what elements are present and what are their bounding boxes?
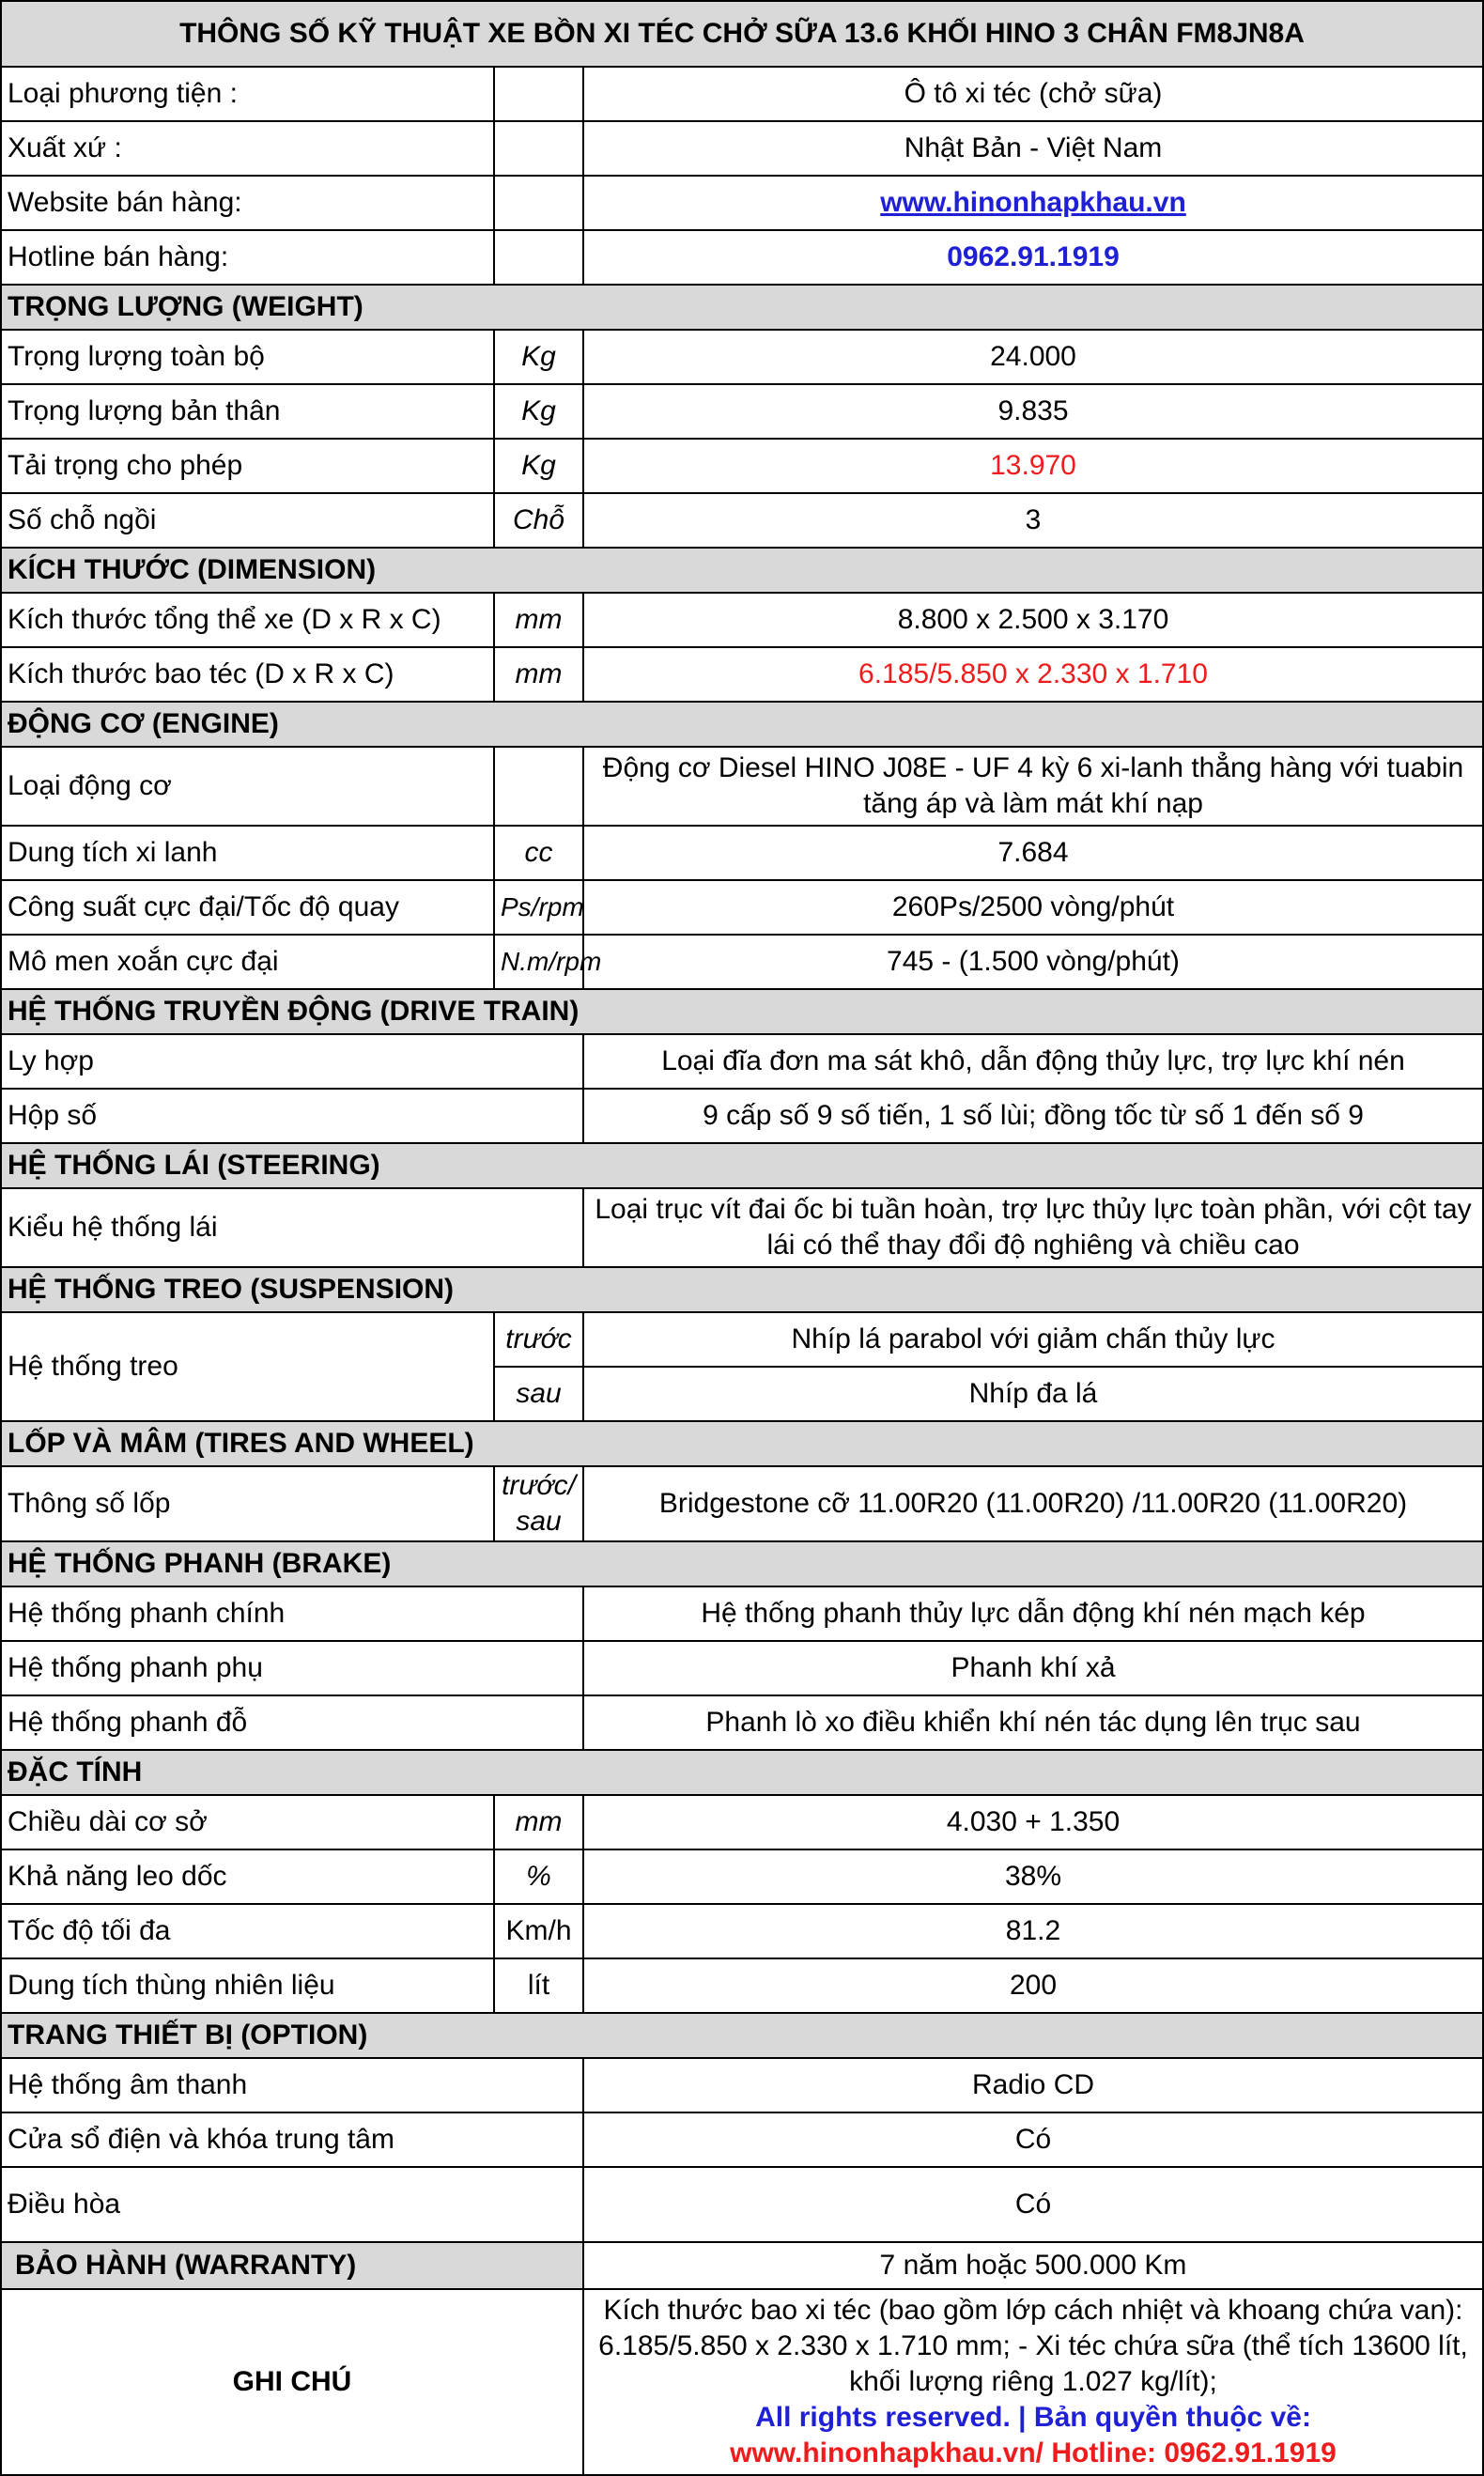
row-value: Phanh khí xả: [583, 1641, 1483, 1695]
note-text: Kích thước bao xi téc (bao gồm lớp cách nhiệt và khoang chứa van): 6.185/5.850 x 2.330 x 1.710 mm; - Xi téc chứa sữa (thể tích 13600 lít, khối lượng riêng 1.027 kg/lít);: [598, 2295, 1468, 2397]
note-footer: www.hinonhapkhau.vn/ Hotline: 0962.91.1919: [730, 2437, 1337, 2468]
row-label: Kích thước bao téc (D x R x C): [1, 647, 494, 702]
row-label: Dung tích thùng nhiên liệu: [1, 1958, 494, 2013]
row-value: 200: [583, 1958, 1483, 2013]
table-row: [1, 1312, 1483, 1367]
row-label: Tốc độ tối đa: [1, 1904, 494, 1958]
table-row: [1, 647, 1483, 702]
row-value: Loại trục vít đai ốc bi tuần hoàn, trợ lực thủy lực toàn phần, với cột tay lái có thể thay đổi độ nghiêng và chiều cao: [583, 1188, 1483, 1267]
warranty-value: 7 năm hoặc 500.000 Km: [583, 2242, 1483, 2289]
row-unit: cc: [494, 826, 583, 880]
table-row: [1, 2112, 1483, 2167]
row-unit: [494, 747, 583, 826]
row-value: Phanh lò xo điều khiển khí nén tác dụng lên trục sau: [583, 1695, 1483, 1750]
row-label: Công suất cực đại/Tốc độ quay: [1, 880, 494, 935]
section-title-brake: HỆ THỐNG PHANH (BRAKE): [1, 1541, 1483, 1586]
table-row: [1, 121, 1483, 176]
row-label: Hệ thống âm thanh: [1, 2058, 583, 2112]
table-row: [1, 1188, 1483, 1267]
table-row: [1, 67, 1483, 121]
row-unit: Kg: [494, 330, 583, 384]
section-title-drivetrain: HỆ THỐNG TRUYỀN ĐỘNG (DRIVE TRAIN): [1, 989, 1483, 1034]
row-unit: Kg: [494, 384, 583, 439]
row-label: Hotline bán hàng:: [1, 230, 494, 285]
section-title-tires: LỐP VÀ MÂM (TIRES AND WHEEL): [1, 1421, 1483, 1466]
row-value: Nhíp lá parabol với giảm chấn thủy lực: [583, 1312, 1483, 1367]
warranty-row: [1, 2242, 1483, 2289]
note-cell: [583, 2289, 1483, 2475]
note-rights: All rights reserved. | Bản quyền thuộc về:: [755, 2402, 1311, 2433]
table-row: [1, 935, 1483, 989]
row-value: 9 cấp số 9 số tiến, 1 số lùi; đồng tốc từ số 1 đến số 9: [583, 1089, 1483, 1143]
row-unit: mm: [494, 647, 583, 702]
table-row: [1, 2058, 1483, 2112]
table-row: [1, 1958, 1483, 2013]
section-header: [1, 1143, 1483, 1188]
row-value: 38%: [583, 1849, 1483, 1904]
section-title-options: TRANG THIẾT BỊ (OPTION): [1, 2013, 1483, 2058]
table-row: [1, 1695, 1483, 1750]
row-unit: trước/sau: [494, 1466, 583, 1541]
row-label: Hệ thống phanh đỗ: [1, 1695, 583, 1750]
row-label: Kiểu hệ thống lái: [1, 1188, 583, 1267]
row-unit: lít: [494, 1958, 583, 2013]
row-label: Hệ thống treo: [1, 1312, 494, 1421]
row-unit: [494, 121, 583, 176]
section-title-steering: HỆ THỐNG LÁI (STEERING): [1, 1143, 1483, 1188]
row-value: 9.835: [583, 384, 1483, 439]
table-row: [1, 1586, 1483, 1641]
row-label: Ly hợp: [1, 1034, 583, 1089]
note-row: [1, 2289, 1483, 2475]
row-value: Nhật Bản - Việt Nam: [583, 121, 1483, 176]
row-label: Kích thước tổng thể xe (D x R x C): [1, 593, 494, 647]
row-value: 4.030 + 1.350: [583, 1795, 1483, 1849]
row-unit: N.m/rpm: [494, 935, 583, 989]
row-value: 260Ps/2500 vòng/phút: [583, 880, 1483, 935]
section-title-engine: ĐỘNG CƠ (ENGINE): [1, 702, 1483, 747]
row-unit: Kg: [494, 439, 583, 493]
row-unit: %: [494, 1849, 583, 1904]
row-label: Mô men xoắn cực đại: [1, 935, 494, 989]
row-value: Nhíp đa lá: [583, 1367, 1483, 1421]
row-unit: trước: [494, 1312, 583, 1367]
section-title-suspension: HỆ THỐNG TREO (SUSPENSION): [1, 1267, 1483, 1312]
section-title-features: ĐẶC TÍNH: [1, 1750, 1483, 1795]
table-row: [1, 1904, 1483, 1958]
section-header: [1, 548, 1483, 593]
tank-dimension-value: 6.185/5.850 x 2.330 x 1.710: [583, 647, 1483, 702]
table-row: [1, 176, 1483, 230]
row-label: Hệ thống phanh phụ: [1, 1641, 583, 1695]
table-row: [1, 384, 1483, 439]
row-label: Tải trọng cho phép: [1, 439, 494, 493]
row-value: 81.2: [583, 1904, 1483, 1958]
table-row: [1, 1795, 1483, 1849]
warranty-label: BẢO HÀNH (WARRANTY): [1, 2242, 583, 2289]
row-value: 745 - (1.500 vòng/phút): [583, 935, 1483, 989]
table-row: [1, 1466, 1483, 1541]
section-header: [1, 989, 1483, 1034]
row-label: Xuất xứ :: [1, 121, 494, 176]
row-unit: Km/h: [494, 1904, 583, 1958]
row-value: Ô tô xi téc (chở sữa): [583, 67, 1483, 121]
hotline-value: 0962.91.1919: [583, 230, 1483, 285]
title-row: [1, 1, 1483, 67]
section-title-weight: TRỌNG LƯỢNG (WEIGHT): [1, 285, 1483, 330]
row-value: Động cơ Diesel HINO J08E - UF 4 kỳ 6 xi-lanh thẳng hàng với tuabin tăng áp và làm mát khí nạp: [583, 747, 1483, 826]
row-value: 8.800 x 2.500 x 3.170: [583, 593, 1483, 647]
row-value: Bridgestone cỡ 11.00R20 (11.00R20) /11.00R20 (11.00R20): [583, 1466, 1483, 1541]
section-header: [1, 2013, 1483, 2058]
table-row: [1, 1641, 1483, 1695]
row-label: Loại động cơ: [1, 747, 494, 826]
row-label: Loại phương tiện :: [1, 67, 494, 121]
row-unit: mm: [494, 593, 583, 647]
website-link[interactable]: www.hinonhapkhau.vn: [880, 187, 1186, 218]
table-row: [1, 493, 1483, 548]
table-row: [1, 230, 1483, 285]
note-label: GHI CHÚ: [1, 2289, 583, 2475]
table-row: [1, 330, 1483, 384]
row-label: Hệ thống phanh chính: [1, 1586, 583, 1641]
row-label: Khả năng leo dốc: [1, 1849, 494, 1904]
row-label: Trọng lượng bản thân: [1, 384, 494, 439]
table-row: [1, 826, 1483, 880]
row-value: Có: [583, 2167, 1483, 2242]
row-value: 7.684: [583, 826, 1483, 880]
section-header: [1, 1750, 1483, 1795]
table-row: [1, 1034, 1483, 1089]
row-unit: [494, 67, 583, 121]
section-header: [1, 1421, 1483, 1466]
table-row: [1, 439, 1483, 493]
row-unit: sau: [494, 1367, 583, 1421]
section-header: [1, 1541, 1483, 1586]
table-row: [1, 1089, 1483, 1143]
row-value: Radio CD: [583, 2058, 1483, 2112]
row-label: Thông số lốp: [1, 1466, 494, 1541]
row-label: Hộp số: [1, 1089, 583, 1143]
row-label: Dung tích xi lanh: [1, 826, 494, 880]
row-value: Hệ thống phanh thủy lực dẫn động khí nén mạch kép: [583, 1586, 1483, 1641]
section-header: [1, 1267, 1483, 1312]
row-value: 24.000: [583, 330, 1483, 384]
section-header: [1, 702, 1483, 747]
row-unit: [494, 176, 583, 230]
row-label: Điều hòa: [1, 2167, 583, 2242]
table-row: [1, 747, 1483, 826]
row-unit: Chỗ: [494, 493, 583, 548]
website-cell: [583, 176, 1483, 230]
section-header: [1, 285, 1483, 330]
row-unit: mm: [494, 1795, 583, 1849]
row-value: Loại đĩa đơn ma sát khô, dẫn động thủy lực, trợ lực khí nén: [583, 1034, 1483, 1089]
page-title: THÔNG SỐ KỸ THUẬT XE BỒN XI TÉC CHỞ SỮA 13.6 KHỐI HINO 3 CHÂN FM8JN8A: [1, 1, 1483, 67]
row-label: Số chỗ ngồi: [1, 493, 494, 548]
payload-value: 13.970: [583, 439, 1483, 493]
row-label: Chiều dài cơ sở: [1, 1795, 494, 1849]
table-row: [1, 2167, 1483, 2242]
row-unit: Ps/rpm: [494, 880, 583, 935]
table-row: [1, 1849, 1483, 1904]
section-title-dimension: KÍCH THƯỚC (DIMENSION): [1, 548, 1483, 593]
row-label: Trọng lượng toàn bộ: [1, 330, 494, 384]
row-label: Cửa sổ điện và khóa trung tâm: [1, 2112, 583, 2167]
row-unit: [494, 230, 583, 285]
row-value: Có: [583, 2112, 1483, 2167]
table-row: [1, 880, 1483, 935]
table-row: [1, 593, 1483, 647]
row-label: Website bán hàng:: [1, 176, 494, 230]
row-value: 3: [583, 493, 1483, 548]
